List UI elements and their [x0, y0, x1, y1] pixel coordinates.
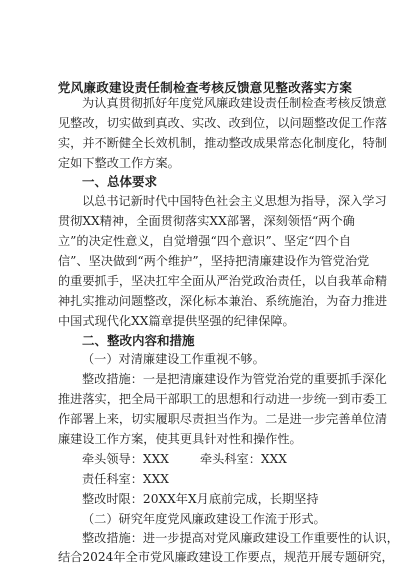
intro-line: 定如下整改工作方案。	[58, 156, 180, 170]
lead-department: 牵头科室：XXX	[200, 452, 287, 466]
item2-line: 结合2024年全市党风廉政建设工作要点，规范开展专题研究，	[58, 550, 394, 564]
intro-line: 见整改，切实做到真改、实改、改到位，以问题整改促工作落	[58, 116, 388, 130]
section1-line: 以总书记新时代中国特色社会主义思想为指导，深入学习	[82, 194, 387, 208]
item1-line: 整改措施：一是把清廉建设作为管党治党的重要抓手深化	[82, 372, 387, 386]
section-heading-overall-requirements: 一、总体要求	[82, 174, 158, 189]
document-title: 党风廉政建设责任制检查考核反馈意见整改落实方案	[57, 80, 353, 95]
item1-line: 作部署上来，切实履职尽责担当作为。二是进一步完善单位清	[58, 412, 388, 426]
item1-line: 推进落实，把全局干部职工的思想和行动进一步统一到市委工	[58, 392, 388, 406]
section1-line: 的重要抓手，坚决扛牢全面从严治党政治责任，以自我革命精	[58, 274, 388, 288]
section1-line: 贯彻XX精神，全面贯彻落实XX部署，深刻领悟“两个确	[58, 214, 355, 228]
item1-line: 廉建设工作方案，使其更具针对性和操作性。	[58, 432, 302, 446]
item-title: （二）研究年度党风廉政建设工作流于形式。	[82, 512, 326, 526]
rectification-deadline: 整改时限：20XX年X月底前完成，长期坚持	[82, 492, 319, 506]
section1-line: 立”的决定性意义，自觉增强“四个意识”、坚定“四个自	[58, 234, 352, 248]
responsible-department: 责任科室：XXX	[82, 472, 169, 486]
section-heading-content-and-measures: 二、整改内容和措施	[82, 333, 195, 348]
intro-line: 为认真贯彻抓好年度党风廉政建设责任制检查考核反馈意	[82, 96, 387, 110]
section1-line: 神扎实推动问题整改，深化标本兼治、系统施治，为奋力推进	[58, 294, 388, 308]
intro-line: 实，并不断健全长效机制，推动整改成果常态化制度化，特制	[58, 136, 388, 150]
section1-line: 中国式现代化XX篇章提供坚强的纪律保障。	[58, 314, 295, 328]
item2-line: 整改措施：进一步提高对党风廉政建设工作重要性的认识，	[82, 531, 399, 545]
section1-line: 信”、坚决做到“两个维护”，坚持把清廉建设作为管党治党	[58, 254, 370, 268]
item-title: （一）对清廉建设工作重视不够。	[82, 352, 265, 366]
lead-leader: 牵头领导：XXX	[82, 452, 169, 466]
